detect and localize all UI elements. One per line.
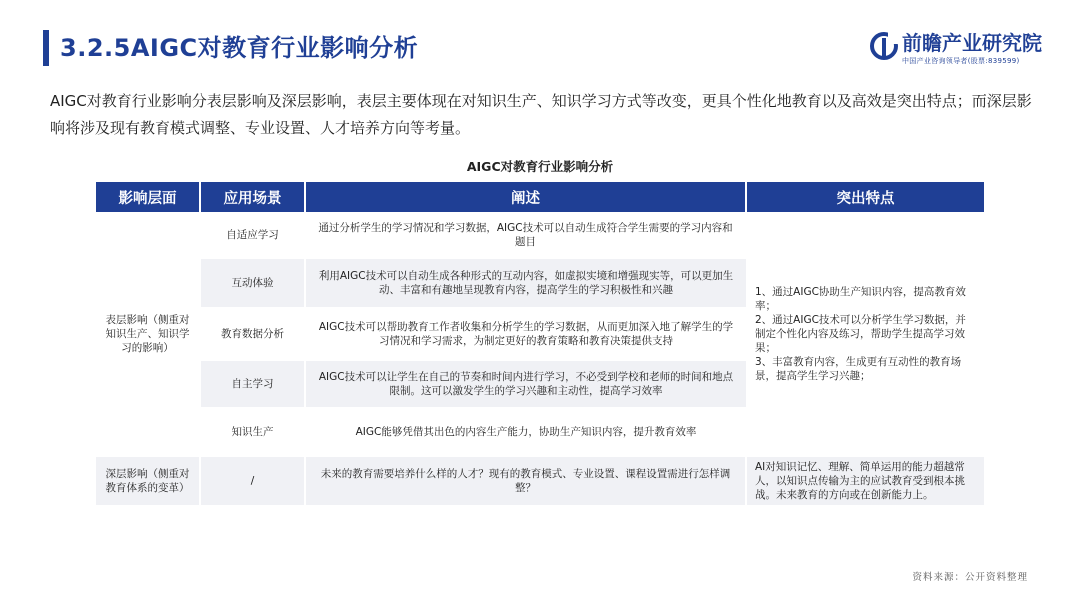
- title-accent-bar: [43, 30, 49, 66]
- column-header-level: 影响层面: [96, 182, 200, 212]
- logo-name: 前瞻产业研究院: [902, 31, 1042, 55]
- scene-cell: /: [200, 456, 305, 506]
- logo-subtitle: 中国产业咨询领导者(股票:839599): [902, 57, 1020, 65]
- scene-cell: 知识生产: [200, 408, 305, 456]
- description-cell: 未来的教育需要培养什么样的人才？现有的教育模式、专业设置、课程设置需进行怎样调整？: [305, 456, 746, 506]
- surface-feature-cell: 1、通过AIGC协助生产知识内容，提高教育效率； 2、通过AIGC技术可以分析学生学习数据，并制定个性化内容及练习，帮助学生提高学习效果； 3、丰富教育内容，生成更有互动性的教育场景，提高学生学习兴趣；: [746, 212, 984, 456]
- scene-cell: 教育数据分析: [200, 308, 305, 360]
- logo-mark-icon: [870, 32, 898, 60]
- table-title: AIGC对教育行业影响分析: [466, 159, 614, 174]
- description-cell: AIGC技术可以帮助教育工作者收集和分析学生的学习数据，从而更加深入地了解学生的学习情况和学习需求，为制定更好的教育策略和教育决策提供支持: [305, 308, 746, 360]
- table-row: [96, 212, 984, 258]
- scene-cell: 互动体验: [200, 258, 305, 308]
- logo: [870, 30, 1042, 70]
- table-row-deep: [96, 456, 984, 506]
- table-header-row: [96, 182, 984, 212]
- source-note: 资料来源：公开资料整理: [912, 572, 1028, 583]
- deep-level-cell: 深层影响（侧重对教育体系的变革）: [96, 456, 200, 506]
- description-cell: AIGC技术可以让学生在自己的节奏和时间内进行学习，不必受到学校和老师的时间和地点限制。这可以激发学生的学习兴趣和主动性，提高学习效率: [305, 360, 746, 408]
- column-header-scene: 应用场景: [200, 182, 305, 212]
- column-header-feature: 突出特点: [746, 182, 984, 212]
- scene-cell: 自适应学习: [200, 212, 305, 258]
- intro-paragraph: AIGC对教育行业影响分表层影响及深层影响，表层主要体现在对知识生产、知识学习方式等改变，更具个性化地教育以及高效是突出特点；而深层影响将涉及现有教育模式调整、专业设置、人才培养方向等考量。: [50, 92, 1032, 137]
- impact-table: [96, 182, 984, 507]
- page-title: 3.2.5AIGC对教育行业影响分析: [60, 34, 419, 62]
- deep-feature-cell: AI对知识记忆、理解、简单运用的能力超越常人，以知识点传输为主的应试教育受到根本挑战。未来教育的方向或在创新能力上。: [746, 456, 984, 506]
- description-cell: AIGC能够凭借其出色的内容生产能力，协助生产知识内容，提升教育效率: [305, 408, 746, 456]
- scene-cell: 自主学习: [200, 360, 305, 408]
- description-cell: 利用AIGC技术可以自动生成各种形式的互动内容，如虚拟实境和增强现实等，可以更加生动、丰富和有趣地呈现教育内容，提高学生的学习积极性和兴趣: [305, 258, 746, 308]
- surface-level-cell: 表层影响（侧重对知识生产、知识学习的影响）: [96, 212, 200, 456]
- column-header-description: 阐述: [305, 182, 746, 212]
- description-cell: 通过分析学生的学习情况和学习数据，AIGC技术可以自动生成符合学生需要的学习内容和题目: [305, 212, 746, 258]
